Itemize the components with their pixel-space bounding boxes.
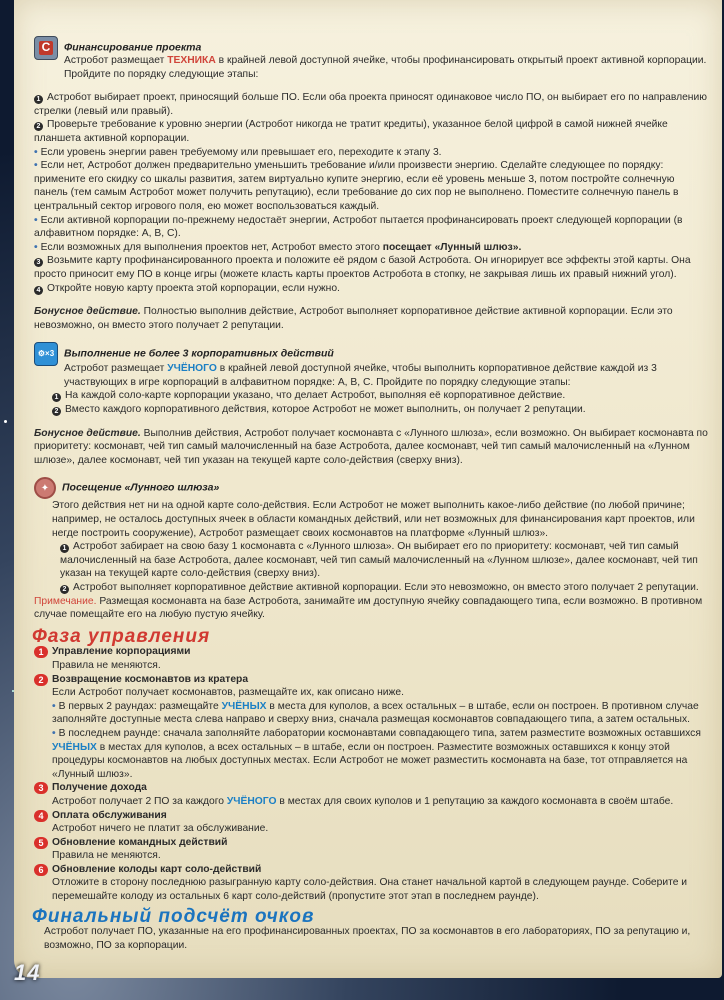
corp-title: Выполнение не более 3 корпоративных действий xyxy=(64,348,334,360)
phase-item-3-text: Астробот получает 2 ПО за каждого УЧЁНОГО в местах для своих куполов и 1 репутацию за каждого космонавта в своём штабе. xyxy=(52,795,674,807)
final-text: Астробот получает ПО, указанные на его профинансированных проектах, ПО за космонавтов в его лабораториях, ПО за репутацию и, возможно, ПО за корпорации. xyxy=(44,926,691,951)
gate-step-2: 2 Астробот выполняет корпоративное действие активной корпорации. Если это невозможно, он вместо этого получает 2 репутации. xyxy=(34,581,710,595)
bullet-icon: • xyxy=(34,214,38,226)
step-number-icon: 1 xyxy=(52,393,61,402)
phase-item-5-text: Правила не меняются. xyxy=(52,850,161,862)
step-number-icon: 2 xyxy=(60,585,69,594)
moon-gate-icon: ✦ xyxy=(34,477,56,499)
phase-item-6: 6 Обновление колоды карт соло-действий xyxy=(34,863,710,877)
gate-section xyxy=(34,477,710,499)
scientist-word: УЧЁНОГО xyxy=(167,363,217,375)
money-card-icon: С xyxy=(34,36,58,60)
gate-intro: Этого действия нет ни на одной карте соло-действия. Если Астробот не может выполнить какое-либо действие (по любой причине; например, не осталось доступных ячеек в области командных действий, или нет возможных для финансирования карт проектов, или негде построить сооружение), Астробот размещает своих космонавтов на платформе «Лунный шлюз». xyxy=(52,500,695,539)
corp-step-2: 2 Вместо каждого корпоративного действия, которое Астробот не может выполнить, он получает 2 репутации. xyxy=(34,403,710,417)
paper-sheet xyxy=(14,0,722,978)
financing-step-3: 3 Возьмите карту профинансированного проекта и положите её рядом с базой Астробота. Он игнорирует все эффекты этой карты. Она просто приносит ему ПО в конце игры (можете класть карты проектов Астробота в стопку, не закрывая лишь их правый нижний угол). xyxy=(34,255,691,280)
corp-intro: Астробот размещает УЧЁНОГО в крайней левой доступной ячейке, чтобы выполнить корпоративное действие каждой из 3 участвующих в игре корпораций в алфавитном порядке: A, B, C. Пройдите по порядку следующие этапы: xyxy=(64,363,657,388)
rules-content xyxy=(34,36,710,952)
financing-bullet: • Если уровень энергии равен требуемому или превышает его, переходите к этапу 3. xyxy=(34,146,442,158)
bullet-icon: • xyxy=(34,241,38,253)
financing-step-2: 2 Проверьте требование к уровню энергии (Астробот никогда не тратит кредиты), указанное белой цифрой в самой нижней ячейке планшета активной корпорации. xyxy=(34,119,668,144)
star xyxy=(4,420,7,423)
financing-title: Финансирование проекта xyxy=(64,41,202,54)
step-number-icon: 1 xyxy=(60,544,69,553)
step-number-icon: 2 xyxy=(34,122,43,131)
phase-item-1-text: Правила не меняются. xyxy=(52,659,161,671)
phase-item-1: 1 Управление корпорациями xyxy=(34,645,710,659)
financing-step-4: 4 Откройте новую карту проекта этой корпорации, если нужно. xyxy=(34,282,710,296)
spacer xyxy=(34,295,710,305)
step-number-icon: 2 xyxy=(52,407,61,416)
financing-bullet: • Если активной корпорации по-прежнему недостаёт энергии, Астробот пытается профинансировать проект следующей корпорации (в алфавитном порядке: A, B, C). xyxy=(34,214,683,240)
financing-bonus: Бонусное действие. Полностью выполнив действие, Астробот выполняет корпоративное действие активной корпорации. Если это невозможно, он вместо этого получает 2 репутации. xyxy=(34,306,673,331)
phase-item-4-text: Астробот ничего не платит за обслуживание. xyxy=(52,823,269,835)
phase-item-2-text: Если Астробот получает космонавтов, размещайте их, как описано ниже. xyxy=(52,687,405,699)
financing-intro: Астробот размещает ТЕХНИКА в крайней левой доступной ячейке, чтобы профинансировать открытый проект активной корпорации. Пройдите по порядку следующие этапы: xyxy=(64,55,707,80)
phase-item-2: 2 Возвращение космонавтов из кратера xyxy=(34,673,710,687)
step-number-icon: 4 xyxy=(34,286,43,295)
phase-heading: Фаза управления xyxy=(32,625,211,647)
spacer xyxy=(34,332,710,342)
gear-x3-icon: ⚙×3 xyxy=(34,342,58,366)
gate-step-1: 1 Астробот забирает на свою базу 1 космонавта с «Лунного шлюза». Он выбирает его по приоритету: космонавт, чей тип самый малочисленный на базе Астробота, далее космонавт, чей тип самый малочисленный на «Лунном шлюзе», далее космонавт, чей тип указан на текущей карте соло-действия (сверху вниз). xyxy=(60,541,698,580)
step-number-icon: 1 xyxy=(34,95,43,104)
phase-item-4: 4 Оплата обслуживания xyxy=(34,809,710,823)
spacer xyxy=(34,467,710,477)
engineer-word: ТЕХНИКА xyxy=(167,55,216,66)
phase-bullet-2: • В последнем раунде: сначала заполняйте лаборатории космонавтами совпадающего типа, затем разместите возможных оставшихся УЧЁНЫХ в местах для куполов, а всех остальных – в штабе, если он построен. Разместите возможных оставшихся к концу этой процедуры космонавтов на любых доступных местах. Если Астробот не может разместить космонавта на базе, тот отправляется на «Лунный шлюз». xyxy=(52,727,701,780)
gate-note: Примечание. Размещая космонавта на базе Астробота, занимайте им доступную ячейку совпадающего типа, если возможно. В противном случае помещайте его на любую пустую ячейку. xyxy=(34,595,703,621)
spacer xyxy=(34,81,710,91)
financing-bullet: • Если возможных для выполнения проектов нет, Астробот вместо этого посещает «Лунный шлюз». xyxy=(34,241,522,253)
step-number-icon: 3 xyxy=(34,258,43,267)
financing-step-1: 1 Астробот выбирает проект, приносящий больше ПО. Если оба проекта приносят одинаковое число ПО, он выбирает его по направлению стрелки (левый или правый). xyxy=(34,92,707,117)
spacer xyxy=(34,417,710,427)
corp-bonus: Бонусное действие. Выполнив действия, Астробот получает космонавта с «Лунного шлюза», если возможно. Он выбирает космонавта по приоритету: космонавт, чей тип самый малочисленный на базе Астробота, далее космонавт, чей тип самый малочисленный на «Лунном шлюзе», далее космонавт, чей тип указан на текущей карте соло-действия (сверху вниз). xyxy=(34,427,708,466)
corp-step-1: 1 На каждой соло-карте корпорации указано, что делает Астробот, выполняя её корпоративное действие. xyxy=(34,389,710,403)
phase-item-3: 3 Получение дохода xyxy=(34,781,710,795)
phase-bullet-1: • В первых 2 раундах: размещайте УЧЁНЫХ в места для куполов, а всех остальных – в штабе, если он построен. В противном случае заполняйте доступные места слева направо и сверху вниз, сначала размещая космонавтов совпадающего типа, а затем остальных. xyxy=(52,700,699,726)
bullet-icon: • xyxy=(52,700,56,712)
bullet-icon: • xyxy=(34,160,38,172)
phase-item-6-text: Отложите в сторону последнюю разыгранную карту соло-действия. Она станет начальной картой в следующем раунде. Соберите и перемешайте колоду из остальных 6 карт соло-действий (пропустите этот этап в последнем раунде). xyxy=(52,877,688,903)
bullet-icon: • xyxy=(52,727,56,739)
page-number: 14 xyxy=(14,960,41,985)
gate-title: Посещение «Лунного шлюза» xyxy=(62,482,220,495)
bullet-icon: • xyxy=(34,146,38,158)
financing-bullet: • Если нет, Астробот должен предварительно уменьшить требование и/или произвести энергию. Сделайте следующее по порядку: примените его скидку со шкалы развития, затем виртуально купите энергию, если её уровень меньше 3, потом постройте солнечную панель (тем самым Астробот может получить репутацию), если требование до сих пор не выполнено. Поместите солнечную панель в центральный сектор игрового поля, ею может воспользоваться каждый. xyxy=(34,160,679,212)
phase-item-5: 5 Обновление командных действий xyxy=(34,836,710,850)
final-heading: Финальный подсчёт очков xyxy=(32,905,315,927)
